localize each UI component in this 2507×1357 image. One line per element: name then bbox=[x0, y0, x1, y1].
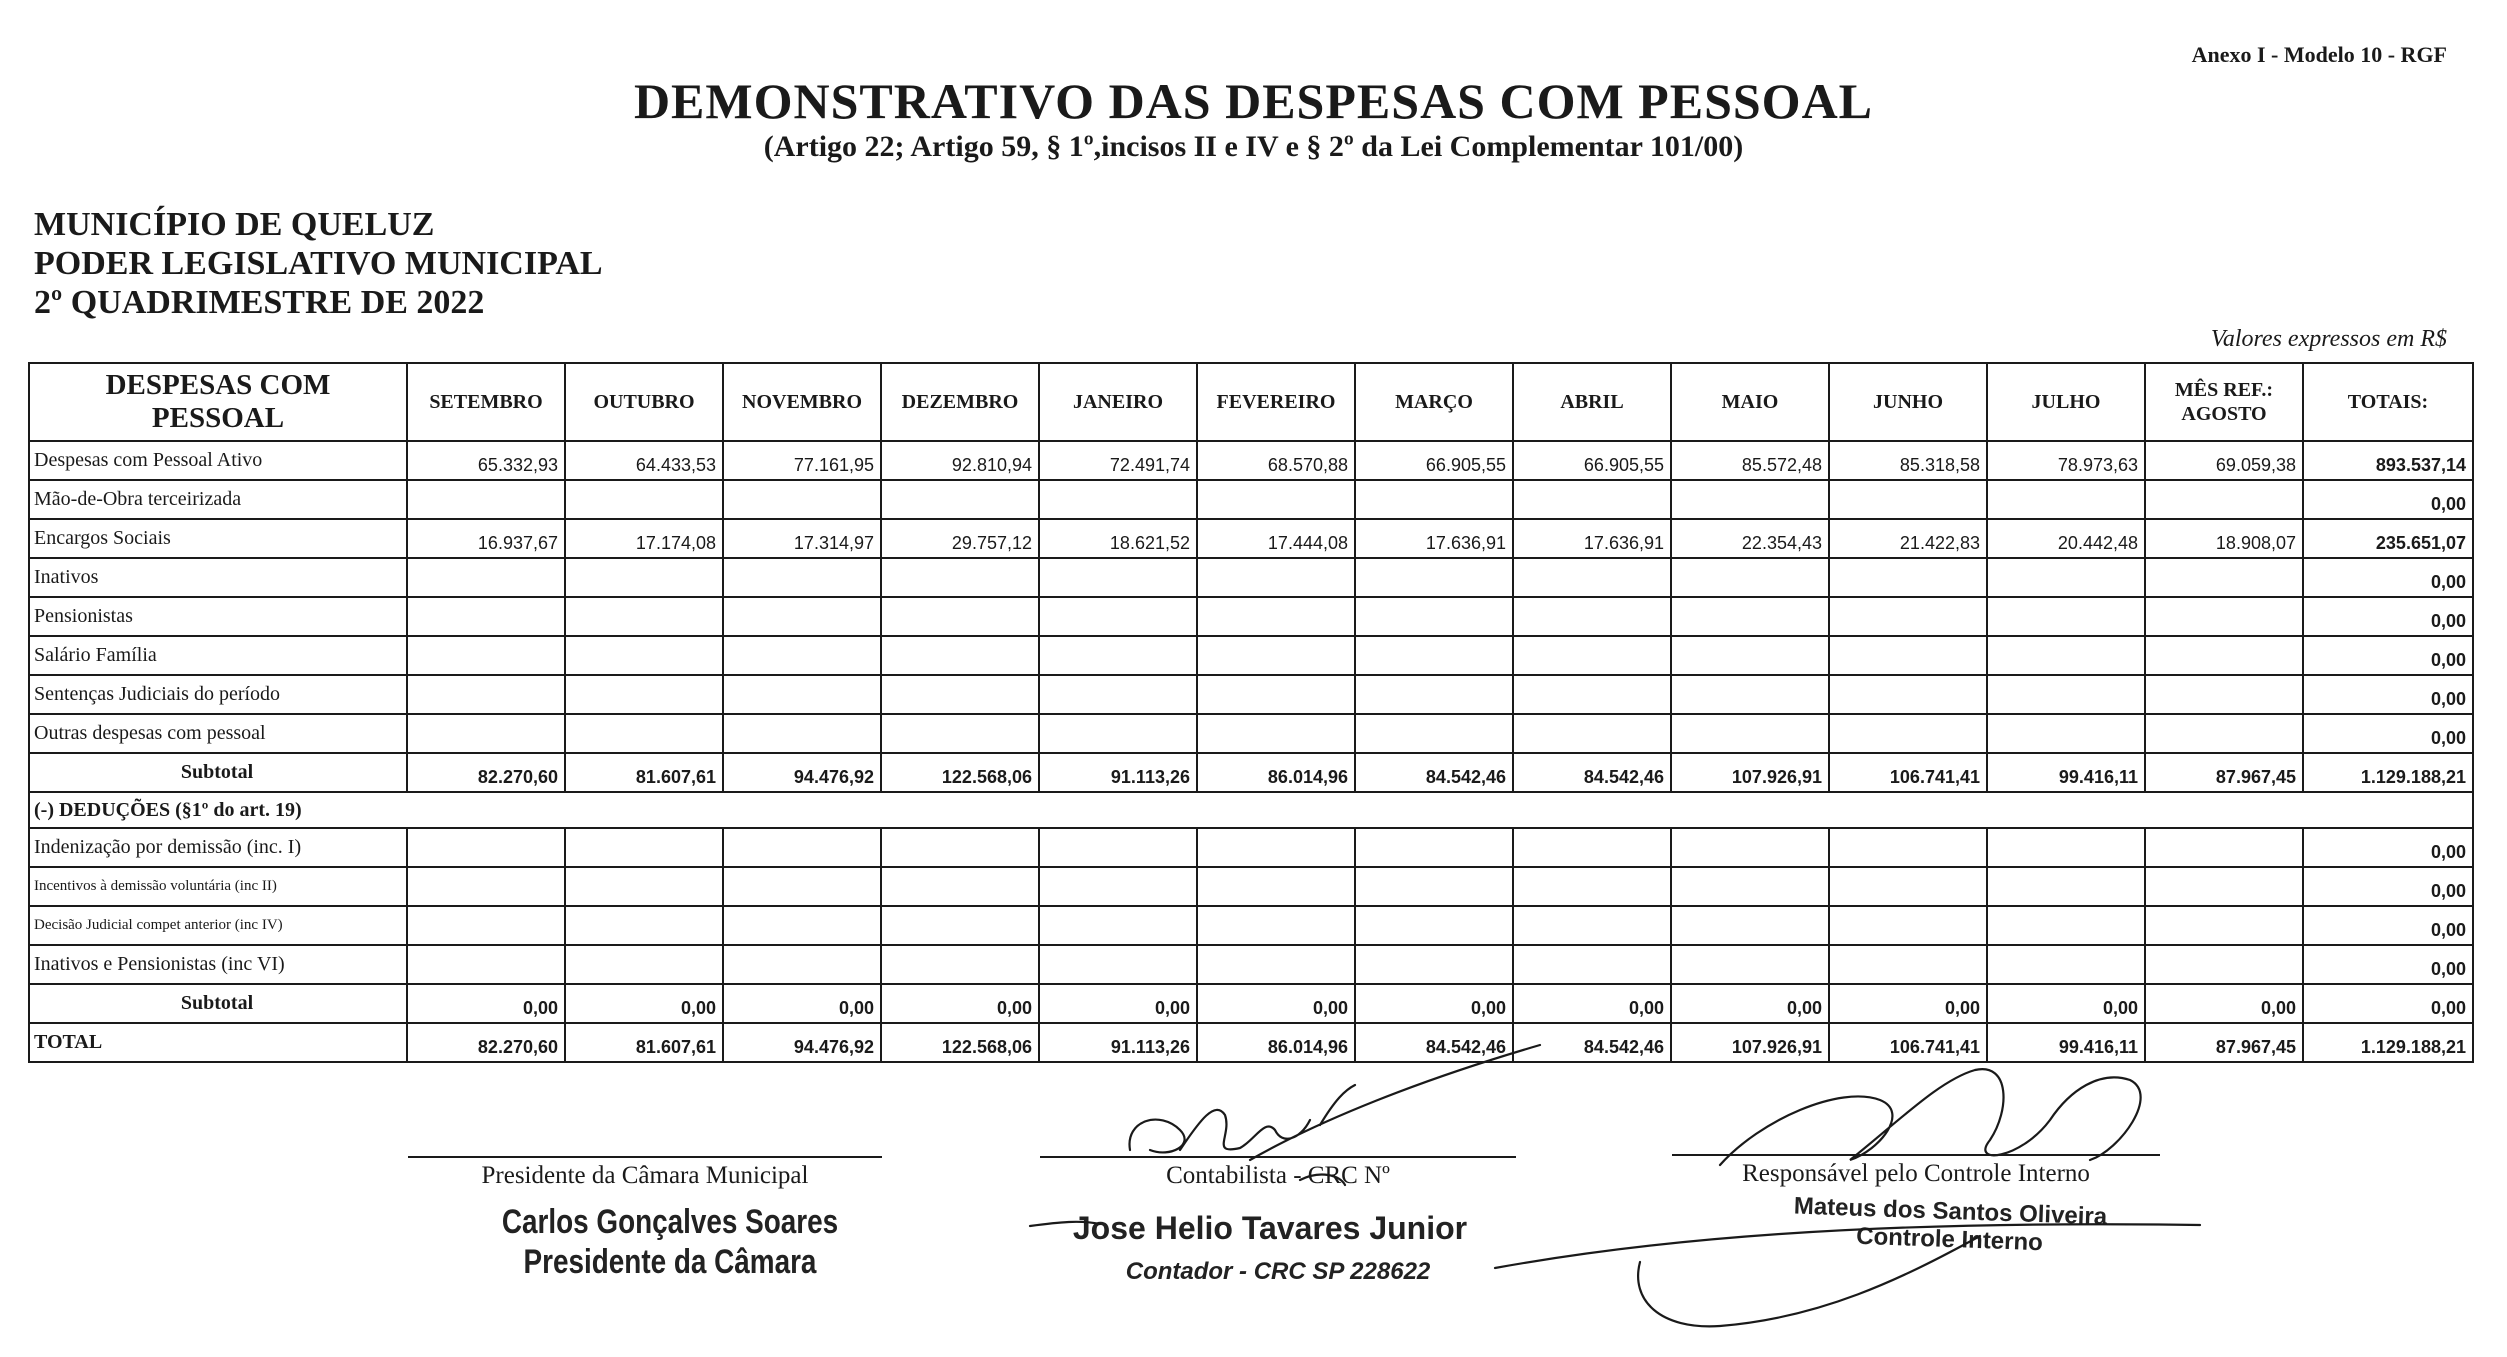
cell-value: 18.621,52 bbox=[1039, 519, 1197, 558]
cell-value: 77.161,95 bbox=[723, 441, 881, 480]
cell-value: 99.416,11 bbox=[1987, 753, 2145, 792]
header-month-8: MAIO bbox=[1671, 363, 1829, 441]
cell-value: 84.542,46 bbox=[1355, 753, 1513, 792]
cell-value: 69.059,38 bbox=[2145, 441, 2303, 480]
cell-value: 91.113,26 bbox=[1039, 753, 1197, 792]
row-label: Encargos Sociais bbox=[29, 519, 407, 558]
header-month-11: MÊS REF.: AGOSTO bbox=[2145, 363, 2303, 441]
period-label: 2º QUADRIMESTRE DE 2022 bbox=[34, 284, 485, 321]
cell-value: 17.444,08 bbox=[1197, 519, 1355, 558]
cell-total: 0,00 bbox=[2303, 597, 2473, 636]
row-label: Indenização por demissão (inc. I) bbox=[29, 828, 407, 867]
cell-total: 0,00 bbox=[2303, 714, 2473, 753]
header-month-10: JULHO bbox=[1987, 363, 2145, 441]
president-stamp-title: Presidente da Câmara bbox=[523, 1243, 817, 1281]
cell-value: 84.542,46 bbox=[1355, 1023, 1513, 1062]
cell-value: 20.442,48 bbox=[1987, 519, 2145, 558]
cell-value: 0,00 bbox=[1829, 984, 1987, 1023]
cell-value: 17.314,97 bbox=[723, 519, 881, 558]
cell-value: 99.416,11 bbox=[1987, 1023, 2145, 1062]
deductions-label: (-) DEDUÇÕES (§1º do art. 19) bbox=[29, 792, 2473, 828]
cell-value: 107.926,91 bbox=[1671, 753, 1829, 792]
control-stamp-name: Mateus dos Santos Oliveira bbox=[1793, 1192, 2108, 1231]
cell-value: 81.607,61 bbox=[565, 753, 723, 792]
cell-value: 0,00 bbox=[723, 984, 881, 1023]
cell-value: 16.937,67 bbox=[407, 519, 565, 558]
cell-value: 84.542,46 bbox=[1513, 753, 1671, 792]
cell-value: 84.542,46 bbox=[1513, 1023, 1671, 1062]
cell-value: 21.422,83 bbox=[1829, 519, 1987, 558]
cell-value: 94.476,92 bbox=[723, 1023, 881, 1062]
header-month-1: OUTUBRO bbox=[565, 363, 723, 441]
header-month-5: FEVEREIRO bbox=[1197, 363, 1355, 441]
cell-value: 122.568,06 bbox=[881, 1023, 1039, 1062]
cell-value: 91.113,26 bbox=[1039, 1023, 1197, 1062]
cell-value: 107.926,91 bbox=[1671, 1023, 1829, 1062]
row-label: Salário Família bbox=[29, 636, 407, 675]
cell-value: 86.014,96 bbox=[1197, 1023, 1355, 1062]
cell-value: 122.568,06 bbox=[881, 753, 1039, 792]
header-month-2: NOVEMBRO bbox=[723, 363, 881, 441]
cell-total: 1.129.188,21 bbox=[2303, 753, 2473, 792]
header-month-4: JANEIRO bbox=[1039, 363, 1197, 441]
cell-value: 0,00 bbox=[1197, 984, 1355, 1023]
header-totals: TOTAIS: bbox=[2303, 363, 2473, 441]
cell-value: 72.491,74 bbox=[1039, 441, 1197, 480]
header-month-6: MARÇO bbox=[1355, 363, 1513, 441]
cell-value: 0,00 bbox=[1513, 984, 1671, 1023]
cell-total: 0,00 bbox=[2303, 984, 2473, 1023]
cell-value: 85.318,58 bbox=[1829, 441, 1987, 480]
header-expense-type: DESPESAS COM PESSOAL bbox=[29, 363, 407, 441]
president-stamp-name: Carlos Gonçalves Soares bbox=[501, 1203, 839, 1241]
cell-value: 66.905,55 bbox=[1355, 441, 1513, 480]
cell-value: 87.967,45 bbox=[2145, 753, 2303, 792]
cell-total: 0,00 bbox=[2303, 945, 2473, 984]
row-label: Subtotal bbox=[29, 753, 407, 792]
cell-value: 0,00 bbox=[565, 984, 723, 1023]
cell-value: 106.741,41 bbox=[1829, 1023, 1987, 1062]
header-month-0: SETEMBRO bbox=[407, 363, 565, 441]
cell-value: 81.607,61 bbox=[565, 1023, 723, 1062]
cell-value: 18.908,07 bbox=[2145, 519, 2303, 558]
president-role: Presidente da Câmara Municipal bbox=[481, 1162, 809, 1189]
cell-value: 17.636,91 bbox=[1513, 519, 1671, 558]
cell-value: 29.757,12 bbox=[881, 519, 1039, 558]
cell-total: 893.537,14 bbox=[2303, 441, 2473, 480]
row-label: Subtotal bbox=[29, 984, 407, 1023]
row-label: Incentivos à demissão voluntária (inc II) bbox=[29, 867, 407, 906]
row-label: Inativos e Pensionistas (inc VI) bbox=[29, 945, 407, 984]
cell-value: 92.810,94 bbox=[881, 441, 1039, 480]
cell-value: 66.905,55 bbox=[1513, 441, 1671, 480]
cell-value: 85.572,48 bbox=[1671, 441, 1829, 480]
cell-value: 0,00 bbox=[1355, 984, 1513, 1023]
cell-value: 94.476,92 bbox=[723, 753, 881, 792]
cell-total: 0,00 bbox=[2303, 636, 2473, 675]
cell-value: 68.570,88 bbox=[1197, 441, 1355, 480]
row-label: Sentenças Judiciais do período bbox=[29, 675, 407, 714]
row-label: Mão-de-Obra terceirizada bbox=[29, 480, 407, 519]
header-month-9: JUNHO bbox=[1829, 363, 1987, 441]
cell-value: 0,00 bbox=[1039, 984, 1197, 1023]
control-stamp-title: Controle Interno bbox=[1855, 1222, 2044, 1257]
row-label: Inativos bbox=[29, 558, 407, 597]
document-title: DEMONSTRATIVO DAS DESPESAS COM PESSOAL bbox=[633, 73, 1874, 129]
cell-value: 106.741,41 bbox=[1829, 753, 1987, 792]
cell-value: 0,00 bbox=[2145, 984, 2303, 1023]
cell-total: 0,00 bbox=[2303, 480, 2473, 519]
cell-value: 22.354,43 bbox=[1671, 519, 1829, 558]
cell-value: 64.433,53 bbox=[565, 441, 723, 480]
control-role: Responsável pelo Controle Interno bbox=[1742, 1160, 2090, 1187]
row-label: Pensionistas bbox=[29, 597, 407, 636]
cell-value: 82.270,60 bbox=[407, 1023, 565, 1062]
legislative-power: PODER LEGISLATIVO MUNICIPAL bbox=[34, 245, 603, 282]
units-note: Valores expressos em R$ bbox=[2210, 326, 2447, 352]
cell-total: 235.651,07 bbox=[2303, 519, 2473, 558]
header-month-3: DEZEMBRO bbox=[881, 363, 1039, 441]
cell-value: 78.973,63 bbox=[1987, 441, 2145, 480]
cell-total: 0,00 bbox=[2303, 906, 2473, 945]
cell-value: 17.636,91 bbox=[1355, 519, 1513, 558]
cell-value: 17.174,08 bbox=[565, 519, 723, 558]
cell-value: 86.014,96 bbox=[1197, 753, 1355, 792]
row-label: Outras despesas com pessoal bbox=[29, 714, 407, 753]
cell-total: 0,00 bbox=[2303, 675, 2473, 714]
cell-value: 0,00 bbox=[881, 984, 1039, 1023]
annex-label: Anexo I - Modelo 10 - RGF bbox=[2191, 42, 2447, 67]
row-label: TOTAL bbox=[29, 1023, 407, 1062]
cell-value: 0,00 bbox=[1671, 984, 1829, 1023]
cell-total: 0,00 bbox=[2303, 558, 2473, 597]
document-subtitle: (Artigo 22; Artigo 59, § 1º,incisos II e IV e § 2º da Lei Complementar 101/00) bbox=[763, 130, 1744, 163]
row-label: Decisão Judicial compet anterior (inc IV) bbox=[29, 906, 407, 945]
accountant-stamp-name: Jose Helio Tavares Junior bbox=[1072, 1210, 1468, 1246]
cell-value: 82.270,60 bbox=[407, 753, 565, 792]
cell-value: 65.332,93 bbox=[407, 441, 565, 480]
header-month-7: ABRIL bbox=[1513, 363, 1671, 441]
row-label: Despesas com Pessoal Ativo bbox=[29, 441, 407, 480]
cell-value: 0,00 bbox=[1987, 984, 2145, 1023]
cell-value: 0,00 bbox=[407, 984, 565, 1023]
accountant-stamp-title: Contador - CRC SP 228622 bbox=[1125, 1258, 1431, 1285]
cell-total: 0,00 bbox=[2303, 828, 2473, 867]
municipality-name: MUNICÍPIO DE QUELUZ bbox=[34, 206, 435, 243]
cell-total: 0,00 bbox=[2303, 867, 2473, 906]
accountant-role: Contabilista - CRC Nº bbox=[1166, 1162, 1390, 1189]
cell-total: 1.129.188,21 bbox=[2303, 1023, 2473, 1062]
cell-value: 87.967,45 bbox=[2145, 1023, 2303, 1062]
